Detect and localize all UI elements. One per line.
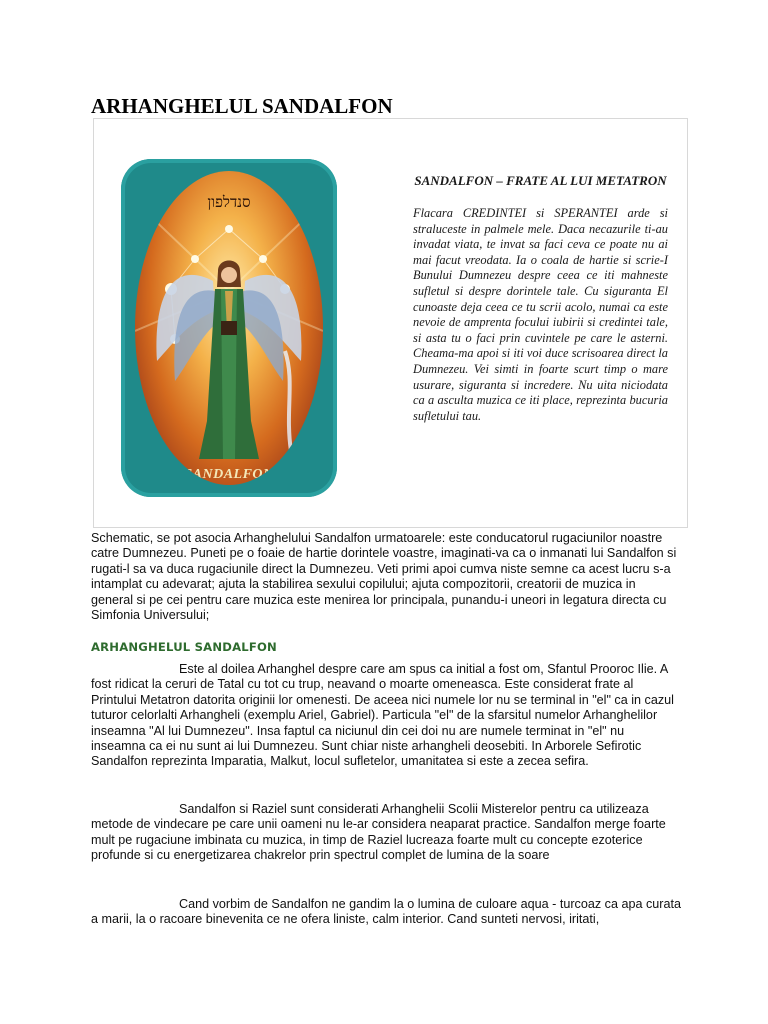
card-heading: SANDALFON – FRATE AL LUI METATRON bbox=[414, 173, 667, 188]
card-body: Flacara CREDINTEI si SPERANTEI arde si straluceste in palmele mele. Daca necazurile ti-au invadat viata, te invat sa faci ceva ce poate nu ai mai facut vreodata. Ia o coala de hartie si scrie-I Bunului Dumnezeu despre ceea ce iti mahneste sufletul si despre dorintele tale. Cu siguranta El cunoaste deja ceea ce tu scrii acolo, numai ca este nevoie de amprenta focului iubirii si credintei tale, si asta tu o faci prin cuvintele pe care le asterni. Cheama-ma apoi si iti voi duce scrisoarea direct la Dumnezeu. Vei simti in foarte scurt timp o mare usurare, siguranta si incredere. Nu uita niciodata ca a asculta muzica ce iti place, reprezinta bucuria sufletului tau. bbox=[413, 206, 668, 423]
paragraph-4-text: Cand vorbim de Sandalfon ne gandim la o lumina de culoare aqua - turcoaz ca apa curata a marii, la o racoare binevenita ce ne ofera liniste, calm interior. Cand sunteti nervosi, iritati, bbox=[91, 897, 681, 927]
sandalfon-card-image bbox=[93, 118, 688, 528]
paragraph-2-text: Este al doilea Arhanghel despre care am spus ca initial a fost om, Sfantul Prooroc Ilie. A fost ridicat la ceruri de Tatal cu tot cu trup, neavand o moarte omeneasca. Este considerat frate al Printului Metatron datorita originii lor omenesti. De aceea nici numele lor nu se terminal in "el" ca in cazul tuturor celorlalti Arhangheli (exemplu Ariel, Gabriel). Particula "el" de la sfarsitul numelor Arhanghelilor inseamna "Al lui Dumnezeu". Insa faptul ca niciunul din cei doi nu are numele terminat in "el" nu inseamna ca ei nu sunt ai lui Dumnezeu. Sunt chiar niste arhangheli deosebiti. In Arborele Sefirotic Sandalfon reprezinta Imparatia, Malkut, locul sufletelor, umanitatea si este a zecea sefira. bbox=[91, 662, 674, 769]
angel-figure-icon bbox=[135, 171, 323, 485]
section-heading: ARHANGHELUL SANDALFON bbox=[91, 640, 277, 654]
paragraph-3-text: Sandalfon si Raziel sunt considerati Arhanghelii Scolii Misterelor pentru ca utilizeaza metode de vindecare pe care unii oameni nu le-ar considera neaparat practice. Sandalfon merge foarte mult pe rugaciune imbinata cu muzica, in timp de Raziel lucreaza foarte mult cu concepte ezoterice profunde si cu energetizarea chakrelor prin spectrul complet de lumina de la soare bbox=[91, 802, 666, 863]
paragraph-2 bbox=[91, 662, 681, 770]
hebrew-name: סנדלפון bbox=[207, 193, 251, 211]
paragraph-4 bbox=[91, 897, 681, 928]
angel-illustration bbox=[135, 171, 323, 485]
card-caption: SANDALFON bbox=[184, 467, 274, 482]
card-frame bbox=[121, 159, 337, 497]
paragraph-3 bbox=[91, 802, 681, 864]
card-message bbox=[413, 173, 668, 424]
paragraph-1: Schematic, se pot asocia Arhanghelului Sandalfon urmatoarele: este conducatorul rugaciunilor noastre catre Dumnezeu. Puneti pe o foaie de hartie dorintele voastre, imaginati-va ca o inmanati lui Sandalfon si rugati-l sa va duca rugaciunile direct la Dumnezeu. Veti primi apoi cumva niste semne ca acest lucru s-a intamplat cu adevarat; ajuta la stabilirea sexului copilului; ajuta compozitorii, creatorii de muzica in general si pe cei pentru care muzica este menirea lor principala, punandu-i uneori in legatura directa cu Simfonia Universului; bbox=[91, 531, 677, 623]
page-title: ARHANGHELUL SANDALFON bbox=[91, 94, 393, 118]
